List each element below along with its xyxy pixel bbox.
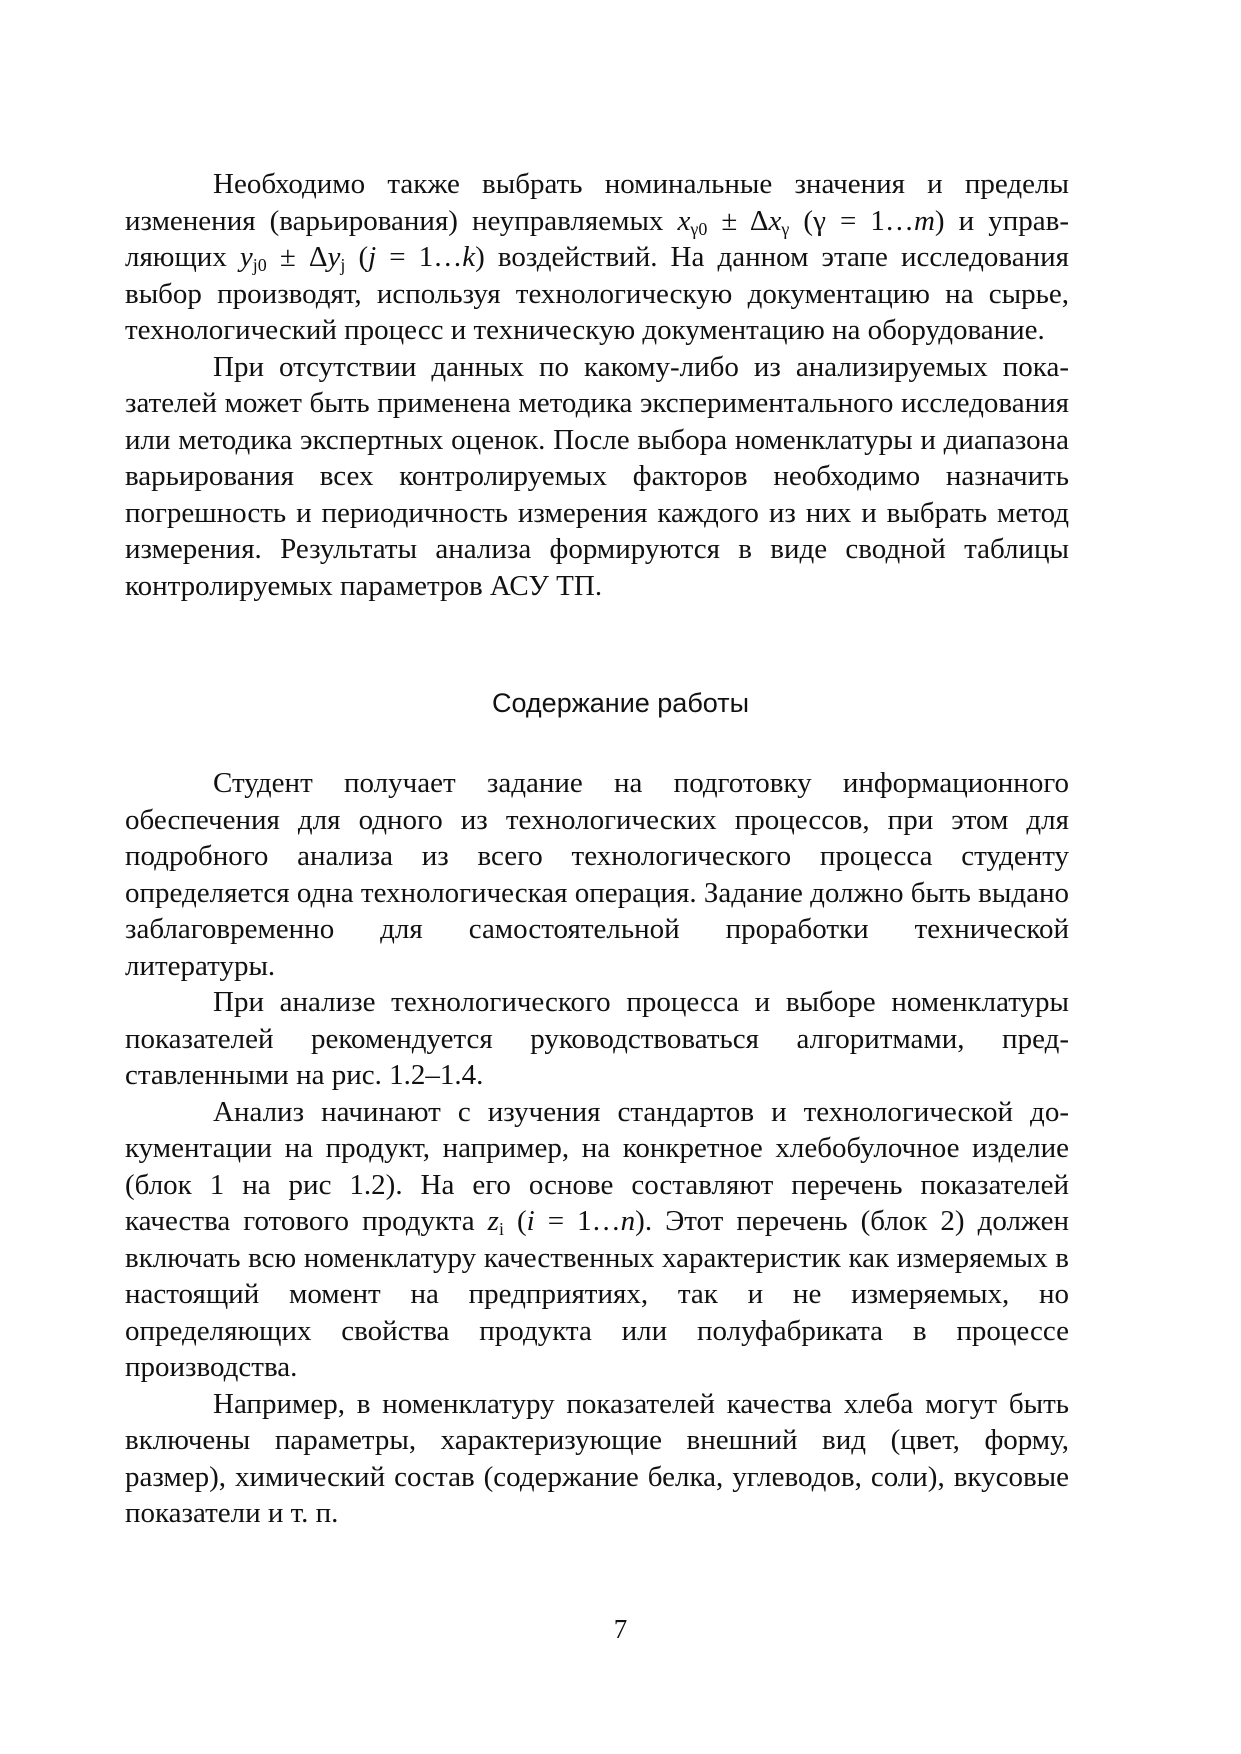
paragraph-bread-example: Например, в номенклатуру показателей качества хлеба могут быть включены параметры, характеризующие внешний вид (цвет, форму, размер), химический состав (содержание белка, углеводов, соли), вкусовые показатели и т. п. — [125, 1387, 1069, 1529]
math-var-y: y — [239, 241, 253, 273]
text-run: ) и управляющих — [125, 204, 1070, 273]
math-var-k: k — [462, 241, 476, 273]
math-var-x: x — [677, 204, 691, 237]
math-var-z: z — [487, 1205, 499, 1237]
paragraph-student-task: Студент получает задание на подготовку информационного обеспечения для одного из технологических процессов, при этом для подробного анализа из всего технологического процесса студенту определяется одна технологическая операция. Задание должно быть выдано заблаговременно для самостоятельной проработки технической литературы. — [125, 767, 1069, 982]
math-subscript: γ — [781, 218, 790, 239]
text-run: = 1… — [376, 241, 463, 273]
text-run: ) воздействий. На данном этапе исследования выбор производят, используя технологическую документацию на сырье, технологический процесс и техническую документацию на оборудование. — [125, 241, 1069, 346]
math-var-i: i — [526, 1205, 535, 1237]
math-var-j: j — [368, 241, 377, 273]
paragraph-analysis — [125, 1094, 1069, 1386]
text-run: (γ = 1… — [789, 204, 914, 237]
text-run: ± Δ — [707, 204, 769, 237]
page-number: 7 — [613, 1614, 628, 1644]
body-text-bottom — [125, 765, 1069, 1532]
body-text-top — [125, 166, 1069, 604]
math-subscript: i — [498, 1219, 504, 1240]
paragraph-algorithms: При анализе технологического процесса и выборе номенклатуры показателей рекомендуется руководствоваться алгоритмами, представленными на рис. 1.2–1.4. — [125, 986, 1069, 1091]
text-run: = 1… — [534, 1205, 621, 1237]
text-run: Анализ начинают с изучения стандартов и технологической документации на продукт, например, на конкретное хлебобулочное изделие (блок 1 на рис 1.2). На его основе составляют перечень показателей качества готового продукта — [125, 1095, 1069, 1237]
text-run: ± Δ — [266, 241, 328, 273]
math-subscript: j0 — [252, 255, 267, 276]
text-run: ( — [503, 1205, 527, 1237]
paragraph-missing-data: При отсутствии данных по какому-либо из анализируемых показателей может быть применена методика экспериментального исследования или методика экспертных оценок. После выбора номенклатуры и диапазона варьирования всех контролируемых факторов необходимо назначить погрешность и периодичность измерения каждого из них и выбрать метод измерения. Результаты анализа формируются в виде сводной таблицы контролируемых параметров АСУ ТП. — [125, 350, 1069, 602]
math-var-y: y — [327, 241, 341, 273]
text-run: ( — [345, 241, 369, 273]
text-run: ). Этот перечень (блок 2) должен включать всю номенклатуру качественных характеристик как измеряемых в настоящий момент на предприятиях, так и не измеряемых, но определяющих свойства продукта или полуфабриката в процессе производства. — [125, 1205, 1069, 1383]
math-subscript: γ0 — [690, 218, 708, 239]
section-heading: Содержание работы — [492, 688, 749, 718]
math-var-m: m — [913, 204, 935, 237]
math-var-x: x — [768, 204, 782, 237]
text-run: Необходимо также выбрать номинальные значения и пределы изменения (варьирования) неуправляемых — [125, 168, 1069, 237]
paragraph-nominal-values — [125, 166, 1069, 349]
math-subscript: j — [340, 255, 346, 276]
math-var-n: n — [620, 1205, 636, 1237]
